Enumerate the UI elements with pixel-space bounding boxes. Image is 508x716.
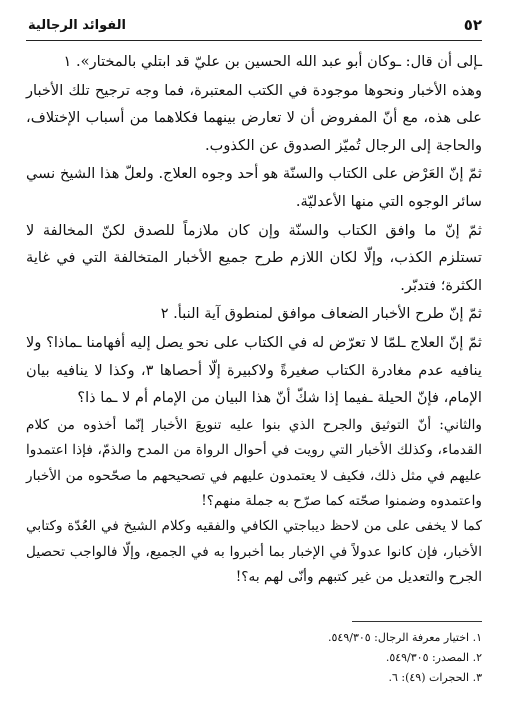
paragraph: ثمّ إنّ العَرْض على الكتاب والسنّة هو أحد وجوه العلاج. ولعلّ هذا الشيخ نسي سائر الوجوه التي منها الأعدليّة. bbox=[26, 165, 482, 210]
main-text bbox=[26, 48, 482, 591]
paragraph: ـإلى أن قال: ـوكان أبو عبد الله الحسين بن عليّ قد ابتلي بالمختار». ١ bbox=[63, 53, 482, 70]
footnote: ١. اختيار معرفة الرجال: ٥٤٩/٣٠٥. bbox=[328, 631, 482, 644]
footnote: ٣. الحجرات (٤٩): ٦. bbox=[388, 671, 482, 684]
header-rule bbox=[26, 40, 482, 41]
footnote-rule bbox=[352, 621, 482, 622]
paragraph: والثاني: أنّ التوثيق والجرح الذي بنوا عليه تنويعَ الأخبار إنّما أخذوه من كلام القدماء، وكذلك الأخبار التي رويت في أحوال الرواة من المدح والذمّ، فإذا اعتمدوا عليهم في مثل ذلك، فكيف لا يعتمدون عليهم في تصحيحهم ما صحّحوه من الأخبار واعتمدوه وضمنوا صحّته كما صرّح به جملة منهم؟! bbox=[26, 416, 482, 509]
paragraph: ثمّ إنّ العلاج ـلمّا لا تعرّض له في الكتاب على نحو يصل إليه أفهامنا ـماذا؟ ولا ينافيه عدم مغادرة الكتاب صغيرةً ولاكبيرة إلّا أحصاها ٣، وكذا لا ينافيه بيان الإمام، فإنّ الحيلة ـفيما إذا شكّ أنّ هذا البيان من الإمام أم لا ـما ذا؟ bbox=[26, 333, 482, 407]
paragraph: ثمّ إنّ ما وافق الكتاب والسنّة وإن كان ملازماً للصدق لكنّ المخالفة لا تستلزم الكذب، وإلّا لكان اللازم طرح جميع الأخبار المتخالفة التي في غاية الكثرة؛ فتدبّر. bbox=[26, 221, 482, 294]
footnotes bbox=[26, 628, 482, 688]
page-number: ٥٢ bbox=[463, 16, 482, 34]
paragraph: كما لا يخفى على من لاحظ ديباجتي الكافي والفقيه وكلام الشيخ في العُدّة وكتابي الأخبار، فإن كانوا عدولاً في الإخبار بما أخبروا به في الجميع، وإلّا فالواجب تحصيل الجرح والتعديل من غير كتبهم وأنّى لهم به؟! bbox=[26, 518, 482, 586]
running-title: الفوائد الرجالية bbox=[28, 17, 126, 33]
footnote: ٢. المصدر: ٥٤٩/٣٠٥. bbox=[385, 651, 482, 664]
paragraph: وهذه الأخبار ونحوها موجودة في الكتب المعتبرة، فما وجه ترجيح تلك الأخبار على هذه، مع أنّ المفروض أن لا تعارض بينهما فكلاهما من أسباب الإختلاف، والحاجة إلى الرجال تُميّز الصدوق عن الكذوب. bbox=[26, 81, 482, 154]
page-header bbox=[28, 12, 482, 38]
paragraph: ثمّ إنّ طرح الأخبار الضعاف موافق لمنطوق آية النبأ. ٢ bbox=[160, 305, 482, 323]
